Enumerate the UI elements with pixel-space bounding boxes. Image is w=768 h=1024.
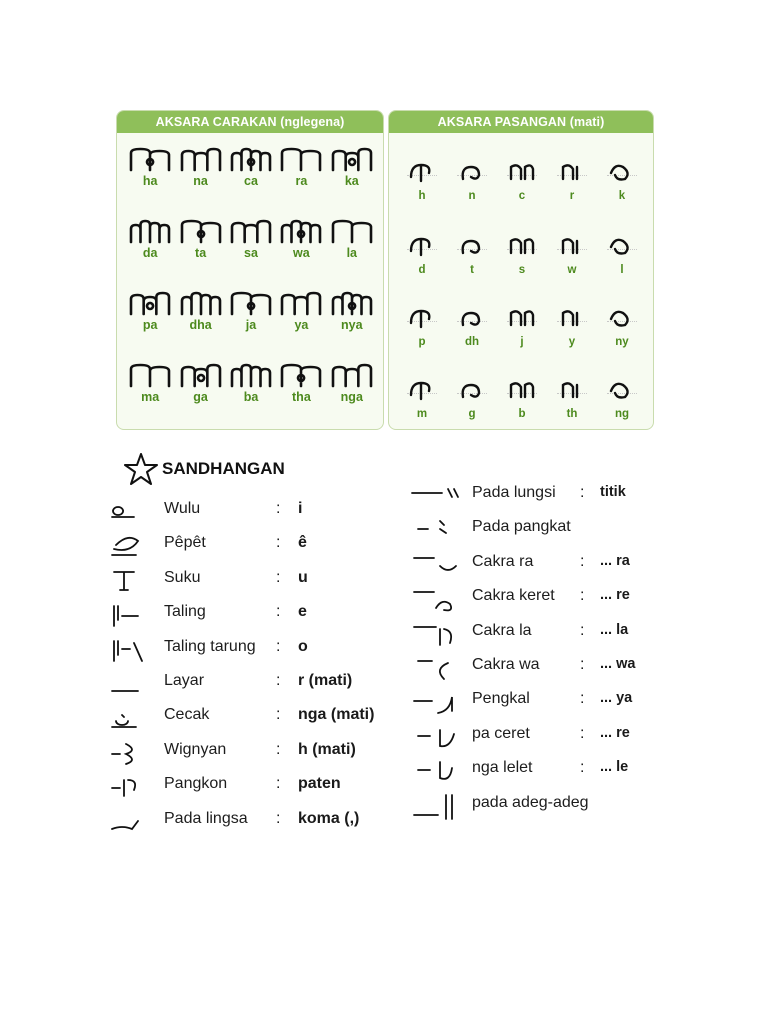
pasangan-cell xyxy=(447,357,497,423)
sandhangan-row xyxy=(410,653,680,687)
carakan-label: ca xyxy=(244,174,258,188)
carakan-glyph xyxy=(279,145,323,173)
sandhangan-colon: : xyxy=(276,637,281,655)
carakan-glyph xyxy=(229,217,273,245)
carakan-glyph xyxy=(179,145,223,173)
carakan-label: ba xyxy=(243,390,259,404)
sandhangan-name: Pêpêt xyxy=(164,534,206,552)
sandhangan-name: Cakra ra xyxy=(472,552,534,570)
sandhangan-name: Suku xyxy=(164,568,201,586)
sandhangan-name: Pada lingsa xyxy=(164,809,248,827)
carakan-cell xyxy=(327,141,377,197)
carakan-glyph xyxy=(229,145,273,173)
sandhangan-colon: : xyxy=(276,568,281,586)
sandhangan-name: pa ceret xyxy=(472,724,530,742)
sandhangan-row xyxy=(410,481,680,515)
aksara-carakan-title: AKSARA CARAKAN (nglegena) xyxy=(117,111,383,133)
sandhangan-colon: : xyxy=(276,740,281,758)
pasangan-cell xyxy=(497,139,547,205)
carakan-label: ma xyxy=(141,390,160,404)
carakan-glyph xyxy=(128,217,172,245)
pasangan-cell xyxy=(397,213,447,279)
carakan-label: ra xyxy=(295,174,308,188)
sandhangan-row xyxy=(108,531,408,565)
carakan-glyph xyxy=(179,217,223,245)
carakan-cell xyxy=(226,141,276,197)
carakan-cell xyxy=(226,213,276,269)
sandhangan-colon: : xyxy=(276,534,281,552)
carakan-label: ja xyxy=(245,318,257,332)
carakan-glyph xyxy=(229,289,273,317)
sandhangan-name: Cecak xyxy=(164,706,210,724)
carakan-label: da xyxy=(142,246,158,260)
sandhangan-name: Cakra wa xyxy=(472,655,540,673)
carakan-glyph xyxy=(279,217,323,245)
sandhangan-row xyxy=(410,687,680,721)
sandhangan-value: u xyxy=(298,568,308,586)
taling-mark xyxy=(108,600,164,630)
carakan-label: ga xyxy=(193,390,208,404)
pasangan-glyph xyxy=(407,377,437,403)
pada-lungsi-mark xyxy=(410,481,466,511)
cakra-wa-mark xyxy=(410,653,466,683)
sandhangan-list-left xyxy=(108,497,408,841)
pasangan-glyph xyxy=(457,233,487,259)
carakan-label: ha xyxy=(142,174,158,188)
pasangan-glyph xyxy=(607,377,637,403)
pasangan-label: b xyxy=(518,408,526,420)
aksara-pasangan-title: AKSARA PASANGAN (mati) xyxy=(389,111,653,133)
pada-lingsa-mark xyxy=(108,807,164,837)
pasangan-label: dh xyxy=(464,336,480,348)
carakan-glyph xyxy=(128,145,172,173)
sandhangan-name: Pada lungsi xyxy=(472,484,556,501)
pasangan-cell xyxy=(497,357,547,423)
sandhangan-value: ... le xyxy=(600,759,629,776)
sandhangan-row xyxy=(410,515,680,549)
pasangan-label: h xyxy=(418,190,426,202)
sandhangan-name: Wignyan xyxy=(164,740,227,758)
carakan-glyph xyxy=(330,145,374,173)
carakan-glyph xyxy=(229,361,273,389)
sandhangan-row xyxy=(410,791,680,825)
carakan-cell xyxy=(125,357,175,413)
sandhangan-name: pada adeg-adeg xyxy=(472,793,589,811)
sandhangan-colon: : xyxy=(580,759,585,777)
sandhangan-value: ... re xyxy=(600,724,630,741)
carakan-cell xyxy=(276,285,326,341)
sandhangan-colon: : xyxy=(580,552,585,570)
pada-pangkat-mark xyxy=(410,515,466,545)
sandhangan-row xyxy=(108,738,408,772)
pasangan-glyph xyxy=(507,377,537,403)
pasangan-label: m xyxy=(416,408,428,420)
pasangan-row xyxy=(397,213,647,279)
sandhangan-name: Pengkal xyxy=(472,690,530,708)
carakan-label: la xyxy=(346,246,358,260)
carakan-glyph xyxy=(279,361,323,389)
sandhangan-name: Taling tarung xyxy=(164,637,256,655)
sandhangan-value: ... re xyxy=(600,587,630,604)
sandhangan-value: r (mati) xyxy=(298,671,353,689)
carakan-cell xyxy=(125,213,175,269)
pasangan-glyph xyxy=(607,305,637,331)
carakan-label: wa xyxy=(293,246,310,260)
sandhangan-value: nga (mati) xyxy=(298,706,375,724)
carakan-glyph xyxy=(279,289,323,317)
sandhangan-value: paten xyxy=(298,775,341,793)
pasangan-label: n xyxy=(468,190,476,202)
sandhangan-value: ê xyxy=(298,534,307,552)
pasangan-row xyxy=(397,139,647,205)
sandhangan-row xyxy=(410,756,680,790)
sandhangan-value: koma (,) xyxy=(298,809,360,827)
pasangan-glyph xyxy=(457,377,487,403)
sandhangan-value: ... ya xyxy=(600,690,633,707)
pasangan-label: d xyxy=(418,264,426,276)
pangkon-mark xyxy=(108,772,164,802)
sandhangan-heading xyxy=(124,452,285,486)
sandhangan-colon: : xyxy=(580,690,585,708)
pasangan-cell xyxy=(447,213,497,279)
sandhangan-name: nga lelet xyxy=(472,759,533,777)
cakra-ra-mark xyxy=(410,550,466,580)
sandhangan-colon: : xyxy=(580,724,585,742)
pasangan-cell xyxy=(547,213,597,279)
sandhangan-colon: : xyxy=(580,655,585,673)
pasangan-cell xyxy=(397,285,447,351)
star-icon xyxy=(124,452,158,486)
pasangan-glyph xyxy=(557,233,587,259)
pasangan-glyph xyxy=(507,305,537,331)
carakan-label: dha xyxy=(189,318,212,332)
carakan-label: nga xyxy=(340,390,363,404)
sandhangan-row xyxy=(410,619,680,653)
pasangan-label: r xyxy=(569,190,575,202)
pasangan-cell xyxy=(597,357,647,423)
pasangan-glyph xyxy=(557,305,587,331)
pasangan-glyph xyxy=(557,377,587,403)
carakan-label: pa xyxy=(142,318,158,332)
pasangan-cell xyxy=(547,285,597,351)
sandhangan-value: o xyxy=(298,637,308,655)
taling-tarung-mark xyxy=(108,635,164,665)
sandhangan-row xyxy=(108,635,408,669)
nga-lelet-mark xyxy=(410,756,466,786)
wulu-mark xyxy=(108,497,164,527)
pasangan-glyph xyxy=(607,233,637,259)
pasangan-glyph xyxy=(457,159,487,185)
sandhangan-colon: : xyxy=(276,500,281,517)
sandhangan-row xyxy=(108,566,408,600)
pasangan-label: j xyxy=(520,336,524,348)
sandhangan-name: Wulu xyxy=(164,500,201,517)
pasangan-glyph xyxy=(607,159,637,185)
pasangan-cell xyxy=(547,357,597,423)
sandhangan-name: Cakra keret xyxy=(472,587,555,605)
sandhangan-row xyxy=(108,772,408,806)
carakan-cell xyxy=(175,285,225,341)
sandhangan-row xyxy=(108,669,408,703)
pasangan-label: g xyxy=(468,408,476,420)
pasangan-cell xyxy=(447,139,497,205)
sandhangan-name: Pangkon xyxy=(164,775,228,793)
carakan-cell xyxy=(226,357,276,413)
sandhangan-row xyxy=(108,807,408,841)
pasangan-label: p xyxy=(418,336,426,348)
sandhangan-row xyxy=(108,703,408,737)
sandhangan-title: SANDHANGAN xyxy=(162,459,285,478)
pasangan-cell xyxy=(497,285,547,351)
carakan-glyph xyxy=(128,361,172,389)
wignyan-mark xyxy=(108,738,164,768)
sandhangan-row xyxy=(410,550,680,584)
suku-mark xyxy=(108,566,164,596)
aksara-pasangan-panel xyxy=(388,110,654,430)
carakan-cell xyxy=(276,357,326,413)
carakan-label: nya xyxy=(341,318,363,332)
sandhangan-value: titik xyxy=(600,484,626,500)
sandhangan-row xyxy=(108,600,408,634)
sandhangan-colon: : xyxy=(580,621,585,639)
carakan-cell xyxy=(327,357,377,413)
carakan-grid xyxy=(125,141,377,413)
carakan-cell xyxy=(175,357,225,413)
sandhangan-row xyxy=(410,722,680,756)
pasangan-glyph xyxy=(457,305,487,331)
pada-adeg-adeg-mark xyxy=(410,791,466,821)
layar-mark xyxy=(108,669,164,699)
pasangan-glyph xyxy=(557,159,587,185)
sandhangan-name: Pada pangkat xyxy=(472,518,571,536)
sandhangan-colon: : xyxy=(276,775,281,793)
pasangan-label: l xyxy=(620,264,624,276)
sandhangan-value: e xyxy=(298,603,307,621)
carakan-cell xyxy=(327,285,377,341)
cakra-keret-mark xyxy=(410,584,466,614)
sandhangan-colon: : xyxy=(580,484,585,501)
pasangan-cell xyxy=(597,213,647,279)
carakan-cell xyxy=(276,141,326,197)
pasangan-label: th xyxy=(566,408,578,420)
sandhangan-value: ... wa xyxy=(600,655,636,672)
sandhangan-list-right xyxy=(410,481,680,825)
pasangan-label: y xyxy=(568,336,576,348)
sandhangan-colon: : xyxy=(276,706,281,724)
carakan-cell xyxy=(175,213,225,269)
pasangan-glyph xyxy=(507,233,537,259)
pasangan-row xyxy=(397,285,647,351)
carakan-glyph xyxy=(330,217,374,245)
carakan-cell xyxy=(125,285,175,341)
pasangan-glyph xyxy=(407,233,437,259)
aksara-carakan-panel xyxy=(116,110,384,430)
carakan-glyph xyxy=(179,289,223,317)
carakan-label: tha xyxy=(292,390,311,404)
sandhangan-value: ... ra xyxy=(600,552,630,569)
sandhangan-colon: : xyxy=(276,809,281,827)
pasangan-label: w xyxy=(567,264,577,276)
carakan-label: na xyxy=(193,174,208,188)
pasangan-label: t xyxy=(470,264,474,276)
pasangan-cell xyxy=(547,139,597,205)
pasangan-cell xyxy=(597,139,647,205)
carakan-cell xyxy=(226,285,276,341)
carakan-cell xyxy=(125,141,175,197)
pasangan-glyph xyxy=(407,305,437,331)
pasangan-cell xyxy=(497,213,547,279)
sandhangan-name: Cakra la xyxy=(472,621,532,639)
sandhangan-name: Taling xyxy=(164,603,206,621)
pepet-mark xyxy=(108,531,164,561)
carakan-cell xyxy=(276,213,326,269)
carakan-label: ta xyxy=(195,246,207,260)
pasangan-label: ny xyxy=(615,336,629,348)
carakan-glyph xyxy=(330,289,374,317)
pasangan-glyph xyxy=(507,159,537,185)
sandhangan-colon: : xyxy=(276,671,281,689)
pasangan-label: k xyxy=(618,190,626,202)
sandhangan-name: Layar xyxy=(164,671,205,689)
pasangan-cell xyxy=(397,357,447,423)
pasangan-label: c xyxy=(518,190,526,202)
cakra-la-mark xyxy=(410,619,466,649)
carakan-label: ka xyxy=(344,174,359,188)
sandhangan-value: ... la xyxy=(600,621,629,638)
carakan-glyph xyxy=(179,361,223,389)
carakan-glyph xyxy=(128,289,172,317)
sandhangan-colon: : xyxy=(580,587,585,605)
sandhangan-colon: : xyxy=(276,603,281,621)
pasangan-cell xyxy=(447,285,497,351)
pengkal-mark xyxy=(410,687,466,717)
pa-ceret-mark xyxy=(410,722,466,752)
pasangan-glyph xyxy=(407,159,437,185)
carakan-label: sa xyxy=(244,246,258,260)
carakan-cell xyxy=(327,213,377,269)
carakan-glyph xyxy=(330,361,374,389)
sandhangan-value: h (mati) xyxy=(298,740,356,758)
sandhangan-value: i xyxy=(298,500,303,517)
pasangan-label: ng xyxy=(614,408,630,420)
sandhangan-row xyxy=(108,497,408,531)
pasangan-row xyxy=(397,357,647,423)
carakan-label: ya xyxy=(294,318,309,332)
sandhangan-row xyxy=(410,584,680,618)
cecak-mark xyxy=(108,703,164,733)
pasangan-label: s xyxy=(518,264,526,276)
pasangan-cell xyxy=(597,285,647,351)
pasangan-cell xyxy=(397,139,447,205)
carakan-cell xyxy=(175,141,225,197)
